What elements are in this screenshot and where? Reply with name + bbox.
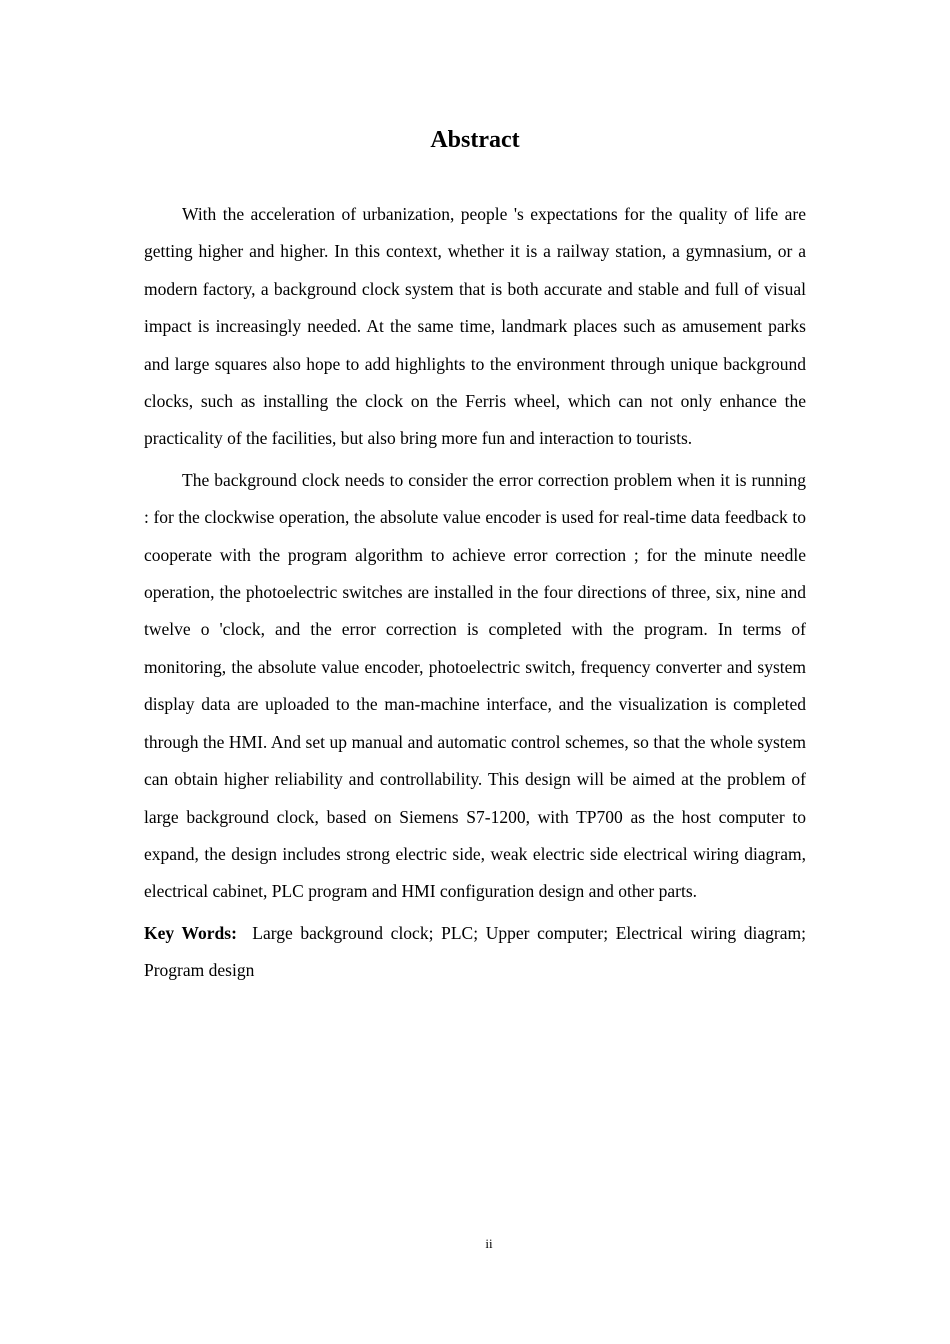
page-number: ii	[485, 1236, 493, 1251]
abstract-title: Abstract	[430, 127, 520, 153]
abstract-paragraph-1: With the acceleration of urbanization, people 's expectations for the quality of life are getting higher and higher. In this context, whether it is a railway station, a gymnasium, or a modern factory, a background clock system that is both accurate and stable and full of visual impact is increasingly needed. At the same time, landmark places such as amusement parks and large squares also hope to add highlights to the environment through unique background clocks, such as installing the clock on the Ferris wheel, which can not only enhance the practicality of the facilities, but also bring more fun and interaction to tourists.	[144, 204, 806, 449]
keywords-label: Key Words:	[144, 922, 237, 943]
abstract-paragraph-2: The background clock needs to consider the error correction problem when it is running : for the clockwise operation, the absolute value encoder is used for real-time data feedback to cooperate with the program algorithm to achieve error correction ; for the minute needle operation, the photoelectric switches are installed in the four directions of three, six, nine and twelve o 'clock, and the error correction is completed with the program. In terms of monitoring, the absolute value encoder, photoelectric switch, frequency converter and system display data are uploaded to the man-machine interface, and the visualization is completed through the HMI. And set up manual and automatic control schemes, so that the whole system can obtain higher reliability and controllability. This design will be aimed at the problem of large background clock, based on Siemens S7-1200, with TP700 as the host computer to expand, the design includes strong electric side, weak electric side electrical wiring diagram, electrical cabinet, PLC program and HMI configuration design and other parts.	[144, 469, 806, 902]
abstract-body	[144, 196, 806, 990]
keywords-line	[144, 915, 806, 990]
keywords-text: Large background clock; PLC; Upper computer; Electrical wiring diagram; Program design	[144, 922, 806, 981]
